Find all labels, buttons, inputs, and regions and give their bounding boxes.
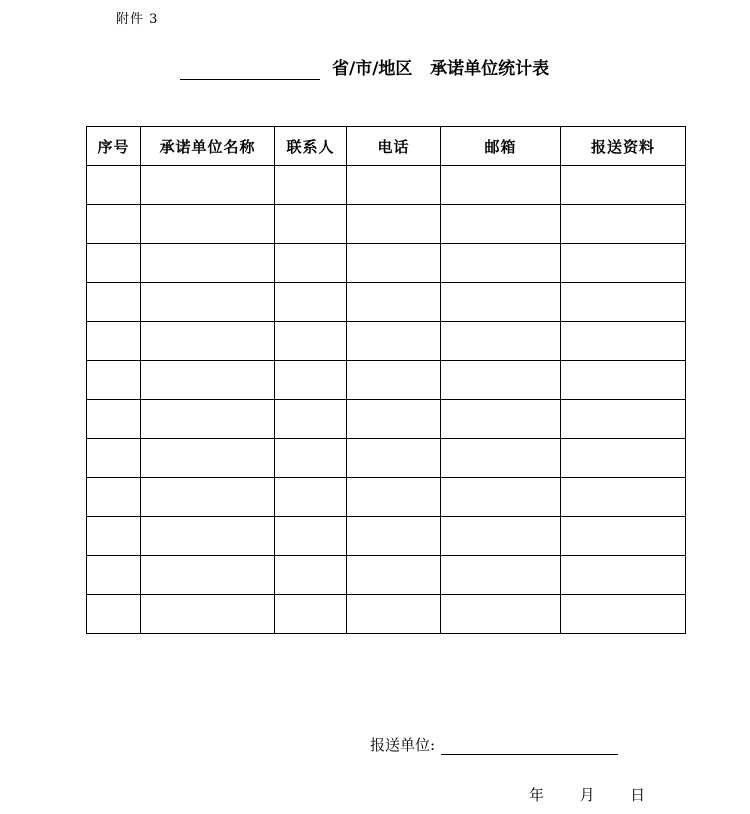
- day-label: 日: [630, 786, 646, 804]
- table-cell[interactable]: [141, 439, 275, 478]
- table-row: [87, 400, 686, 439]
- table-row: [87, 478, 686, 517]
- table-cell[interactable]: [347, 556, 441, 595]
- table-cell[interactable]: [275, 595, 347, 634]
- column-header-email: 邮箱: [441, 127, 561, 166]
- table-cell[interactable]: [141, 478, 275, 517]
- table-row: [87, 322, 686, 361]
- reporting-unit: [370, 734, 618, 755]
- table-cell[interactable]: [561, 322, 686, 361]
- table-cell[interactable]: [141, 517, 275, 556]
- year-label: 年: [529, 786, 545, 804]
- table-cell[interactable]: [87, 166, 141, 205]
- column-header-phone: 电话: [347, 127, 441, 166]
- table-cell[interactable]: [561, 361, 686, 400]
- table-cell[interactable]: [141, 361, 275, 400]
- table-cell[interactable]: [347, 205, 441, 244]
- table-cell[interactable]: [561, 283, 686, 322]
- table-cell[interactable]: [141, 400, 275, 439]
- table-cell[interactable]: [441, 556, 561, 595]
- table-row: [87, 439, 686, 478]
- table-row: [87, 517, 686, 556]
- table-cell[interactable]: [141, 244, 275, 283]
- table-cell[interactable]: [561, 244, 686, 283]
- table-cell[interactable]: [561, 439, 686, 478]
- table-cell[interactable]: [141, 322, 275, 361]
- table-header-row: [87, 127, 686, 166]
- table-cell[interactable]: [441, 439, 561, 478]
- table-cell[interactable]: [275, 361, 347, 400]
- table-cell[interactable]: [347, 478, 441, 517]
- table-cell[interactable]: [441, 283, 561, 322]
- column-header-unit-name: 承诺单位名称: [141, 127, 275, 166]
- table-cell[interactable]: [441, 595, 561, 634]
- date-line: [529, 784, 645, 805]
- table-row: [87, 166, 686, 205]
- table-row: [87, 283, 686, 322]
- table-row: [87, 205, 686, 244]
- table-cell[interactable]: [275, 322, 347, 361]
- table-cell[interactable]: [275, 439, 347, 478]
- table-cell[interactable]: [87, 439, 141, 478]
- title-region-blank: [180, 59, 320, 80]
- column-header-index: 序号: [87, 127, 141, 166]
- table-cell[interactable]: [87, 205, 141, 244]
- table-cell[interactable]: [561, 478, 686, 517]
- table-cell[interactable]: [275, 166, 347, 205]
- table-body: [87, 166, 686, 634]
- table-cell[interactable]: [441, 517, 561, 556]
- table-cell[interactable]: [87, 595, 141, 634]
- table-cell[interactable]: [561, 595, 686, 634]
- table-cell[interactable]: [87, 361, 141, 400]
- reporting-unit-blank: [441, 736, 618, 755]
- attachment-label: 附件 3: [116, 12, 159, 27]
- table-cell[interactable]: [441, 205, 561, 244]
- table-cell[interactable]: [87, 244, 141, 283]
- table-cell[interactable]: [275, 400, 347, 439]
- table-cell[interactable]: [87, 517, 141, 556]
- table-row: [87, 244, 686, 283]
- table-cell[interactable]: [347, 400, 441, 439]
- table-cell[interactable]: [141, 166, 275, 205]
- table-cell[interactable]: [561, 205, 686, 244]
- table-cell[interactable]: [441, 478, 561, 517]
- table-cell[interactable]: [561, 166, 686, 205]
- table-cell[interactable]: [347, 322, 441, 361]
- table-cell[interactable]: [87, 478, 141, 517]
- table-cell[interactable]: [87, 322, 141, 361]
- month-label: 月: [579, 786, 595, 804]
- table-cell[interactable]: [347, 517, 441, 556]
- table-cell[interactable]: [347, 361, 441, 400]
- table-cell[interactable]: [441, 244, 561, 283]
- table-cell[interactable]: [561, 400, 686, 439]
- table-cell[interactable]: [441, 400, 561, 439]
- column-header-materials: 报送资料: [561, 127, 686, 166]
- table-cell[interactable]: [347, 595, 441, 634]
- column-header-contact: 联系人: [275, 127, 347, 166]
- table-cell[interactable]: [347, 166, 441, 205]
- table-cell[interactable]: [275, 244, 347, 283]
- title-text: 省/市/地区 承诺单位统计表: [332, 59, 550, 79]
- unit-statistics-table: [86, 126, 686, 634]
- table-cell[interactable]: [141, 595, 275, 634]
- table-cell[interactable]: [441, 166, 561, 205]
- table-cell[interactable]: [275, 478, 347, 517]
- table-row: [87, 361, 686, 400]
- table-cell[interactable]: [561, 517, 686, 556]
- table-cell[interactable]: [87, 400, 141, 439]
- table-cell[interactable]: [347, 439, 441, 478]
- table-cell[interactable]: [347, 244, 441, 283]
- table-cell[interactable]: [141, 556, 275, 595]
- table-row: [87, 556, 686, 595]
- table-cell[interactable]: [347, 283, 441, 322]
- table-cell[interactable]: [87, 556, 141, 595]
- table-cell[interactable]: [87, 283, 141, 322]
- table-cell[interactable]: [561, 556, 686, 595]
- table-cell[interactable]: [141, 283, 275, 322]
- reporting-unit-label: 报送单位:: [370, 736, 436, 754]
- table-cell[interactable]: [441, 322, 561, 361]
- table-row: [87, 595, 686, 634]
- table-cell[interactable]: [441, 361, 561, 400]
- table-cell[interactable]: [275, 283, 347, 322]
- table-cell[interactable]: [141, 205, 275, 244]
- table-cell[interactable]: [275, 517, 347, 556]
- page-title: [180, 56, 549, 80]
- table-cell[interactable]: [275, 205, 347, 244]
- table-cell[interactable]: [275, 556, 347, 595]
